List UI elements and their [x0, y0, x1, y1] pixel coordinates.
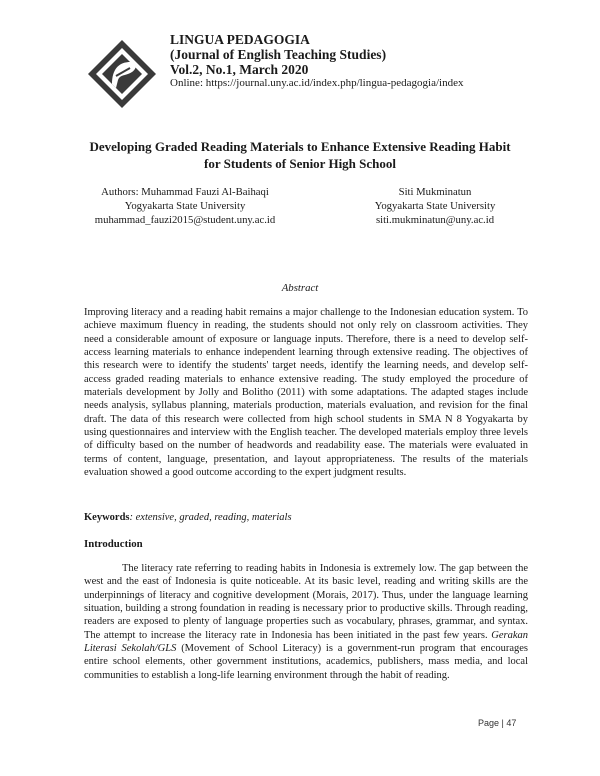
keywords-values: : extensive, graded, reading, materials [129, 512, 292, 523]
journal-volume: Vol.2, No.1, March 2020 [170, 62, 309, 77]
intro-text-part-2: (Movement of School Literacy) is a government-run program that encourages entire school elements, other government institutions, academics, publishers, mass media, and local communities to establish a long-life learning environment through the habit of reading. [84, 643, 528, 681]
keywords [84, 512, 292, 523]
abstract-text: Improving literacy and a reading habit remains a major challenge to the Indonesian education system. To achieve maximum fluency in reading, the students should not only rely on classroom activities. They need a considerable amount of exposure or language inputs. Therefore, there is a need to develop self-access learning materials to enhance independent learning through extensive reading. The objectives of this research were to identify the students' target needs, identify the learning needs, and develop self-access graded reading materials to enhance extensive reading. The study employed the procedure of materials development by Jolly and Bolitho (2011) with some adaptations. The adapted stages include needs analysis, syllabus planning, materials production, materials evaluation, and revision for the final draft. The data of this research were collected from high school students in SMA N 8 Yogyakarta by using questionnaires and interview with the English teacher. The developed materials employ three levels of difficulty based on the number of headwords and readability ease. The materials were evaluated in terms of content, language, presentation, and layout appropriateness. The results of the materials evaluation showed a good outcome according to the expert judgment results. [84, 307, 528, 479]
author-name: Siti Mukminatun [398, 186, 472, 198]
introduction-heading: Introduction [84, 538, 143, 550]
intro-text-part-1: The literacy rate referring to reading habits in Indonesia is extremely low. The gap between the west and the east of Indonesia is quite noticeable. At its basic level, reading and writing skills are the underpinnings of literacy and cognitive development (Morais, 2017). Thus, under the language learning situation, building a strong foundation in reading is necessary prior to productive skills. Through reading, readers are exposed to plenty of language properties such as vocabulary, phrases, grammar, and syntax. The attempt to increase the literacy rate in Indonesia has been initiated in the past few years. [84, 563, 528, 641]
author-affiliation: Yogyakarta State University [124, 200, 246, 212]
article-title-line-2: for Students of Senior High School [203, 156, 397, 171]
page-number: Page | 47 [478, 718, 517, 728]
keywords-label: Keywords [84, 512, 130, 523]
article-title-line-1: Developing Graded Reading Materials to Enhance Extensive Reading Habit [89, 139, 511, 154]
author-email[interactable]: muhammad_fauzi2015@student.uny.ac.id [94, 214, 276, 226]
author-email[interactable]: siti.mukminatun@uny.ac.id [375, 214, 495, 226]
author-name: Authors: Muhammad Fauzi Al-Baihaqi [101, 186, 269, 198]
journal-name: LINGUA PEDAGOGIA [170, 32, 310, 47]
lingua-pedagogia-logo-icon [86, 38, 158, 110]
author-block-2 [320, 185, 550, 227]
journal-online-url[interactable]: Online: https://journal.uny.ac.id/index.php/lingua-pedagogia/index [170, 77, 464, 89]
author-affiliation: Yogyakarta State University [374, 200, 496, 212]
author-block-1 [70, 185, 300, 227]
journal-header [170, 32, 570, 90]
article-title [60, 138, 540, 172]
introduction-paragraph [84, 562, 528, 682]
intro-text-italic: Gerakan Literasi Sekolah/GLS [84, 629, 529, 655]
journal-subtitle: (Journal of English Teaching Studies) [170, 47, 387, 62]
abstract-heading: Abstract [281, 282, 319, 294]
